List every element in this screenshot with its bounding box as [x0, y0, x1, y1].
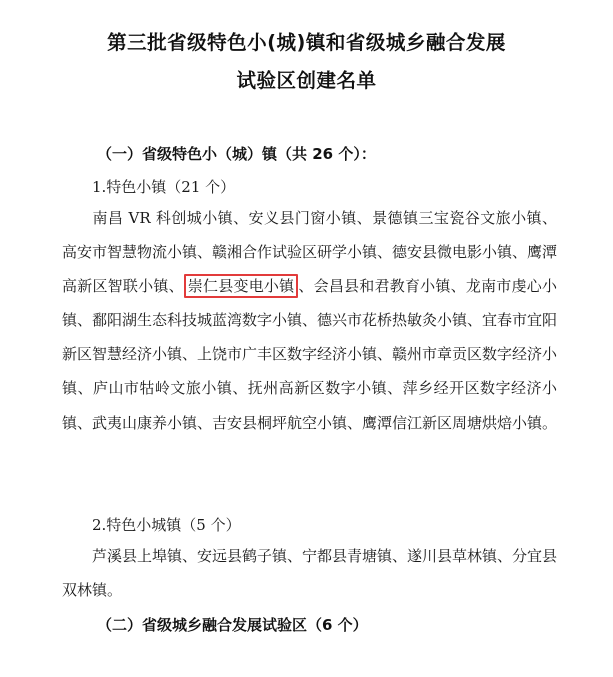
town-list-part-1: 南昌 VR 科创城小镇、安义县门窗小镇、景德镇三宝瓷谷文旅小镇、高安市智慧物流小镇、赣湘合作试验区研学小镇、德安县微电影小镇、鹰潭高新区智联小镇、 [62, 209, 558, 296]
small-city-town-list: 芦溪县上埠镇、安远县鹤子镇、宁都县青塘镇、遂川县草林镇、分宜县双林镇。 [62, 547, 558, 600]
highlighted-town: 崇仁县变电小镇 [184, 274, 299, 298]
subsection-2-heading: 2.特色小城镇（5 个） [92, 516, 241, 534]
subsection-1-paragraph [62, 201, 557, 440]
document-title-line-1: 第三批省级特色小(城)镇和省级城乡融合发展 [107, 31, 506, 54]
town-list-part-2: 、会昌县和君教育小镇、龙南市虔心小镇、鄱阳湖生态科技城蓝湾数字小镇、德兴市花桥热敏灸小镇、宜春市宜阳新区智慧经济小镇、上饶市广丰区数字经济小镇、赣州市章贡区数字经济小镇、庐山市牯岭文旅小镇、抚州高新区数字小镇、萍乡经开区数字经济小镇、武夷山康养小镇、吉安县桐坪航空小镇、鹰潭信江新区周塘烘焙小镇。 [62, 277, 558, 432]
section-1-heading: （一）省级特色小（城）镇（共 26 个）： [97, 145, 376, 163]
section-2-heading: （二）省级城乡融合发展试验区（6 个） [97, 616, 368, 634]
document-title-line-2: 试验区创建名单 [236, 69, 377, 92]
subsection-1-heading: 1.特色小镇（21 个） [92, 178, 236, 196]
subsection-2-paragraph [62, 539, 557, 607]
